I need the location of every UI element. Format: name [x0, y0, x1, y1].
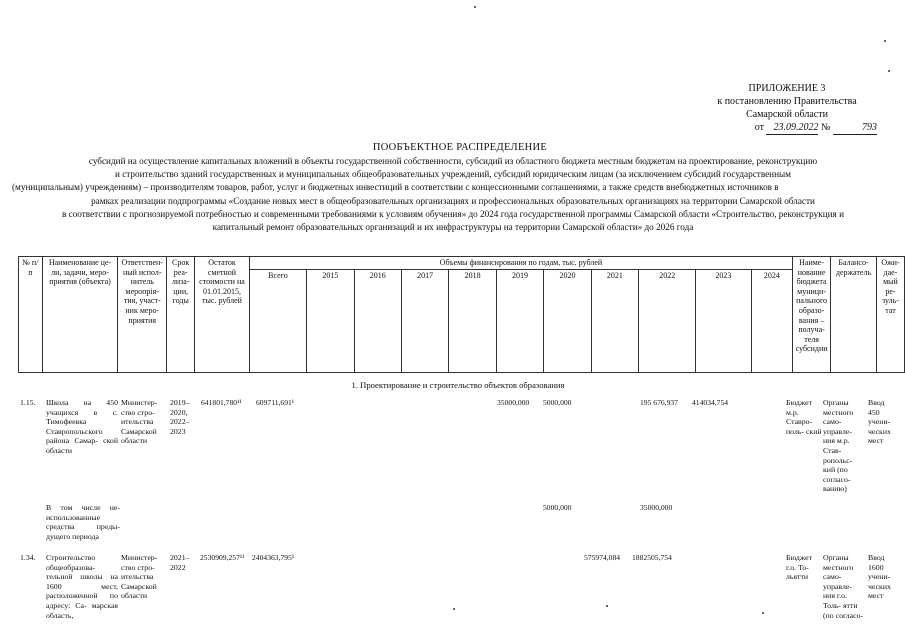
- header-rest: Остаток сметной стоимости на 01.01.2015, тыс. рублей: [195, 257, 250, 373]
- header-result: Ожи- дае- мый ре- зуль- тат: [876, 257, 904, 373]
- header-year: 2023: [696, 269, 751, 372]
- document-subtitle: [12, 155, 894, 234]
- row-responsible: Министер- ство стро- ительства Самарской области: [121, 398, 158, 446]
- header-name: Наименование це- ли, задачи, меро- приятия (объекта): [42, 257, 118, 373]
- scan-speck: [762, 612, 764, 614]
- row-rest: 641801,780¹¹: [201, 398, 242, 407]
- row-number: 1.15.: [20, 398, 36, 407]
- appendix-from-label: от: [754, 122, 764, 133]
- header-volumes: Объемы финансирования по годам, тыс. рублей: [249, 257, 792, 270]
- row-term: 2021– 2022: [170, 553, 190, 572]
- row-year-2020: 5000,000: [543, 503, 572, 512]
- appendix-title: ПРИЛОЖЕНИЕ 3: [748, 83, 826, 94]
- row-total: 2404363,795¹: [252, 553, 295, 562]
- appendix-date: 23.09.2022: [766, 121, 818, 135]
- row-name: Школа на 450 учащихся в с. Тимофеевка Ставропольского района Самар- ской области: [46, 398, 118, 455]
- row-name: В том числе не- использованные средства преды- дущего периода: [46, 503, 120, 541]
- subtitle-line: (муниципальным) учреждениям) – производителям товаров, работ, услуг и бюджетных инвестиций в соответствии с концессионными соглашениями, а также средств внебюджетных источников в: [12, 182, 779, 193]
- header-year: 2016: [354, 269, 401, 372]
- header-budget: Наиме- нование бюджета муници- пального образо- вания – получа- теля субсидии: [793, 257, 831, 373]
- subtitle-line: рамках реализации подпрограммы «Создание новых мест в общеобразовательных организациях и профессиональных образовательных организациях на территории Самарской области: [91, 195, 815, 206]
- row-responsible: Министер- ство стро- ительства Самарской области: [121, 553, 158, 601]
- row-year-2022: 195 676,937: [640, 398, 678, 407]
- document-title: ПООБЪЕКТНОЕ РАСПРЕДЕЛЕНИЕ: [372, 142, 548, 153]
- header-year: 2019: [496, 269, 543, 372]
- subtitle-line: субсидий на осуществление капитальных вложений в объекты государственной собственности, субсидий из областного бюджета местным бюджетам на проектирование, реконструкцию: [88, 156, 818, 166]
- header-no: № п/п: [19, 257, 43, 373]
- header-year: 2022: [639, 269, 696, 372]
- distribution-table: [18, 256, 905, 373]
- row-number: 1.34.: [20, 553, 36, 562]
- row-year-2021: 575974,084: [584, 553, 621, 562]
- row-holder: Органы местного само- управле- ния м.р. Став- ропольс- кий (по согласо- ванию): [823, 398, 854, 494]
- header-year: Всего: [249, 269, 306, 372]
- appendix-no-label: №: [820, 122, 831, 133]
- row-year-2022: 1882505,754: [632, 553, 672, 562]
- scan-speck: [888, 70, 890, 72]
- scan-speck: [606, 605, 608, 607]
- appendix-date-line: [697, 121, 877, 135]
- header-responsible: Ответствен- ный испол- нитель меропрія- тия, участ- ник меро- приятия: [118, 257, 167, 373]
- row-term: 2019– 2020, 2022– 2023: [170, 398, 190, 436]
- scan-speck: [474, 6, 476, 8]
- scan-speck: [453, 608, 455, 610]
- row-rest: 2530909,257¹¹: [200, 553, 245, 562]
- row-result: Ввод 1600 учени- ческих мест: [868, 553, 891, 601]
- appendix-block: [697, 82, 877, 135]
- row-year-2020: 5000,000: [543, 398, 572, 407]
- header-holder: Балансо- держатель: [831, 257, 877, 373]
- row-year-2023: 414034,754: [692, 398, 729, 407]
- header-year: 2015: [307, 269, 354, 372]
- subtitle-line: в соответствии с прогнозируемой потребностью и современными требованиями к условиям обучения» до 2024 года государственной программы Самарской области «Строительство, реконструкция и: [61, 208, 844, 219]
- row-total: 609711,691¹: [256, 398, 295, 407]
- row-budget: Бюджет г.о. То- льятти: [786, 553, 813, 582]
- row-budget: Бюджет м.р. Ставро- поль- ский: [786, 398, 822, 436]
- subtitle-line: капитальный ремонт образовательных организаций и их инфраструктуры на территории Самарской области» до 2026 года: [212, 222, 694, 233]
- scan-speck: [884, 40, 886, 42]
- header-year: 2020: [544, 269, 591, 372]
- header-year: 2021: [591, 269, 638, 372]
- row-result: Ввод 450 учени- ческих мест: [868, 398, 891, 446]
- row-year-2019: 35000,000: [497, 398, 530, 407]
- section-heading: 1. Проектирование и строительство объектов образования: [351, 380, 565, 390]
- header-year: 2024: [751, 269, 793, 372]
- appendix-line1: к постановлению Правительства: [717, 96, 857, 107]
- header-year: 2017: [401, 269, 448, 372]
- row-holder: Органы местного само- управле- ния г.о. Толь- ятти (по согласо-: [823, 553, 864, 620]
- subtitle-line: и строительство зданий государственных и муниципальных общеобразовательных учреждений, субсидий юридическим лицам (за исключением субсидий государственным: [115, 169, 791, 180]
- row-name: Строительство общеобразова- тельной школы на 1600 мест, расположенной по адресу: Са- марская область,: [46, 553, 118, 620]
- row-year-2022: 35000,000: [640, 503, 673, 512]
- header-year: 2018: [449, 269, 496, 372]
- appendix-line2: Самарской области: [746, 109, 828, 120]
- header-term: Срок реа- лиза- ции, годы: [167, 257, 195, 373]
- appendix-number: 793: [833, 121, 877, 135]
